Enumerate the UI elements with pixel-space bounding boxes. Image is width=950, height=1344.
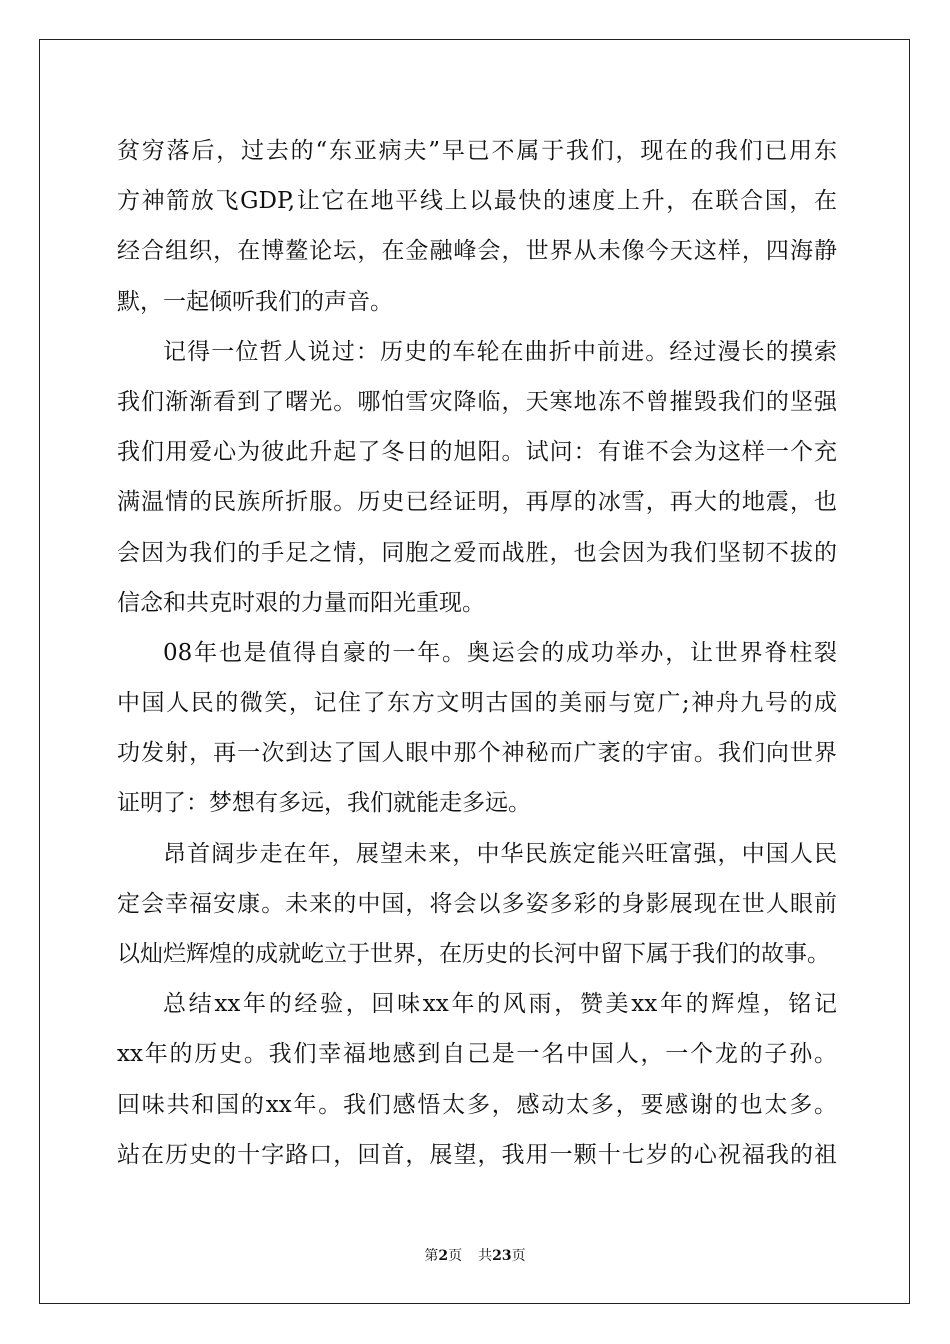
text-line: 经合组织，在博鳌论坛，在金融峰会，世界从未像今天这样，四海静 xyxy=(117,238,837,265)
text-line: 以灿烂辉煌的成就屹立于世界，在历史的长河中留下属于我们的故事。 xyxy=(117,941,830,967)
text-line: 回味共和国的xx年。我们感悟太多，感动太多，要感谢的也太多。 xyxy=(117,1091,837,1118)
footer-total-prefix: 共 xyxy=(478,1248,493,1264)
footer-total-suffix: 页 xyxy=(511,1248,526,1264)
text-line: 信念和共克时艰的力量而阳光重现。 xyxy=(117,589,485,616)
text-line: 贫穷落后，过去的“东亚病夫”早已不属于我们，现在的我们已用东 xyxy=(117,138,837,164)
text-line: 方神箭放飞GDP,让它在地平线上以最快的速度上升，在联合国，在 xyxy=(117,188,837,215)
page-footer xyxy=(0,1246,950,1266)
footer-prefix: 第 xyxy=(424,1248,439,1264)
text-line: xx年的历史。我们幸福地感到自己是一名中国人，一个龙的子孙。 xyxy=(117,1041,837,1068)
document-body xyxy=(117,126,837,1180)
text-line: 满温情的民族所折服。历史已经证明，再厚的冰雪，再大的地震，也 xyxy=(117,489,837,516)
footer-page-suffix: 页 xyxy=(448,1248,463,1264)
text-line: 默，一起倾听我们的声音。 xyxy=(117,288,393,315)
text-line: 我们渐渐看到了曙光。哪怕雪灾降临，天寒地冻不曾摧毁我们的坚强 xyxy=(117,388,837,415)
text-line: 昂首阔步走在年，展望未来，中华民族定能兴旺富强，中国人民 xyxy=(163,840,837,867)
current-page-number: 2 xyxy=(438,1248,449,1264)
text-line: 会因为我们的手足之情，同胞之爱而战胜，也会因为我们坚韧不拔的 xyxy=(117,539,837,566)
text-line: 08年也是值得自豪的一年。奥运会的成功举办，让世界脊柱裂 xyxy=(163,639,837,666)
text-line: 中国人民的微笑，记住了东方文明古国的美丽与宽广;神舟九号的成 xyxy=(117,690,837,717)
text-line: 总结xx年的经验，回味xx年的风雨，赞美xx年的辉煌，铭记 xyxy=(163,991,837,1018)
text-line: 定会幸福安康。未来的中国，将会以多姿多彩的身影展现在世人眼前 xyxy=(117,890,837,917)
total-page-count: 23 xyxy=(492,1248,512,1264)
text-line: 证明了：梦想有多远，我们就能走多远。 xyxy=(117,790,531,817)
text-line: 功发射，再一次到达了国人眼中那个神秘而广袤的宇宙。我们向世界 xyxy=(117,740,837,767)
text-line: 我们用爱心为彼此升起了冬日的旭阳。试问：有谁不会为这样一个充 xyxy=(117,439,837,466)
text-line: 站在历史的十字路口，回首，展望，我用一颗十七岁的心祝福我的祖 xyxy=(117,1141,837,1168)
text-line: 记得一位哲人说过：历史的车轮在曲折中前进。经过漫长的摸索 xyxy=(163,338,837,365)
